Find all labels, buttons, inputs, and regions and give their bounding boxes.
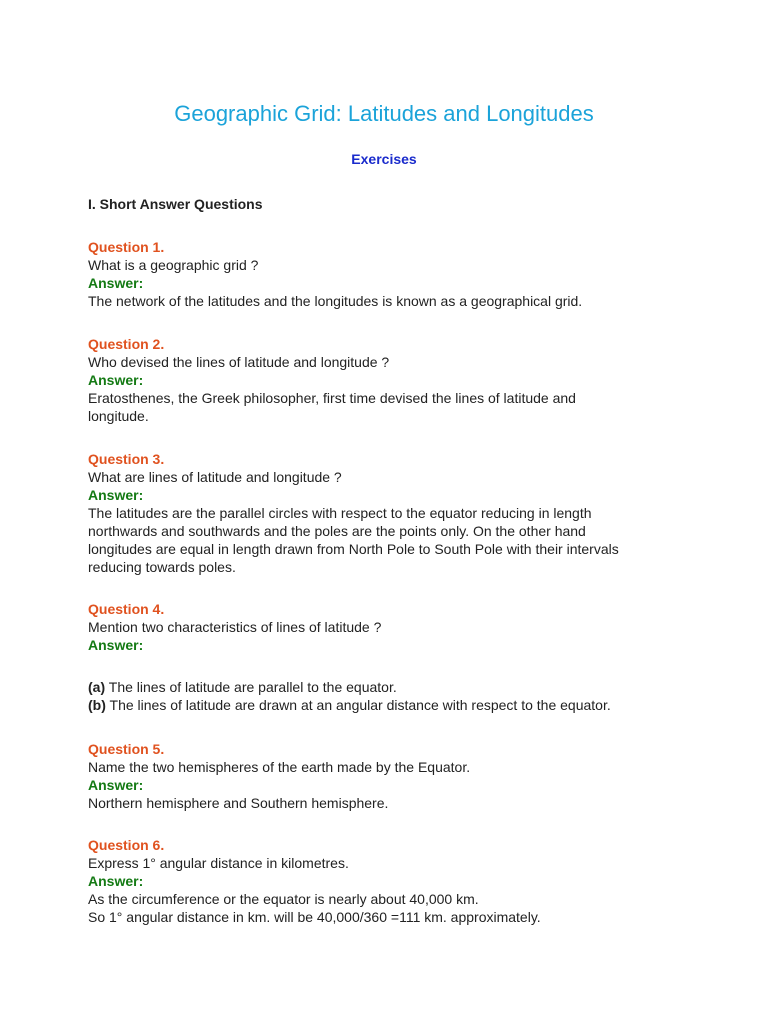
page-subtitle: Exercises	[351, 151, 417, 167]
question-block-2	[88, 335, 668, 425]
question-block-1	[88, 238, 668, 310]
page-title: Geographic Grid: Latitudes and Longitudes	[174, 101, 594, 126]
answer-label: Answer:	[88, 372, 144, 388]
question-text: Who devised the lines of latitude and longitude ?	[88, 354, 390, 370]
answer-line: The latitudes are the parallel circles with respect to the equator reducing in length	[88, 505, 592, 521]
answer-line: The network of the latitudes and the longitudes is known as a geographical grid.	[88, 293, 583, 309]
answer-label: Answer:	[88, 637, 144, 653]
question-text: What are lines of latitude and longitude ?	[88, 469, 342, 485]
question-number: Question 3.	[88, 451, 165, 467]
answer-line: So 1° angular distance in km. will be 40,000/360 =111 km. approximately.	[88, 909, 541, 925]
question-text: What is a geographic grid ?	[88, 257, 259, 273]
answer-line: As the circumference or the equator is nearly about 40,000 km.	[88, 891, 479, 907]
answer-label: Answer:	[88, 873, 144, 889]
question-number: Question 5.	[88, 741, 165, 757]
answer-item	[88, 678, 668, 696]
answer-line: Northern hemisphere and Southern hemisphere.	[88, 795, 389, 811]
answer-item-label: (b)	[88, 697, 106, 713]
spacer	[88, 654, 668, 678]
answer-label: Answer:	[88, 275, 144, 291]
question-number: Question 6.	[88, 837, 165, 853]
question-number: Question 4.	[88, 601, 165, 617]
answer-line: longitude.	[88, 408, 149, 424]
question-number: Question 1.	[88, 239, 165, 255]
question-block-6	[88, 836, 668, 926]
answer-item-label: (a)	[88, 679, 106, 695]
question-text: Name the two hemispheres of the earth made by the Equator.	[88, 759, 471, 775]
question-block-4	[88, 600, 668, 714]
answer-line: longitudes are equal in length drawn from North Pole to South Pole with their intervals	[88, 541, 619, 557]
question-text: Express 1° angular distance in kilometres.	[88, 855, 349, 871]
answer-line: northwards and southwards and the poles are the points only. On the other hand	[88, 523, 586, 539]
answer-item-text: The lines of latitude are drawn at an angular distance with respect to the equator.	[105, 697, 611, 713]
answer-item-text: The lines of latitude are parallel to the equator.	[105, 679, 397, 695]
answer-item	[88, 696, 668, 714]
question-number: Question 2.	[88, 336, 165, 352]
answer-line: Eratosthenes, the Greek philosopher, first time devised the lines of latitude and	[88, 390, 576, 406]
question-block-3	[88, 450, 668, 576]
question-text: Mention two characteristics of lines of latitude ?	[88, 619, 382, 635]
answer-line: reducing towards poles.	[88, 559, 236, 575]
question-block-5	[88, 740, 668, 812]
answer-label: Answer:	[88, 777, 144, 793]
answer-label: Answer:	[88, 487, 144, 503]
section-heading: I. Short Answer Questions	[88, 196, 263, 212]
